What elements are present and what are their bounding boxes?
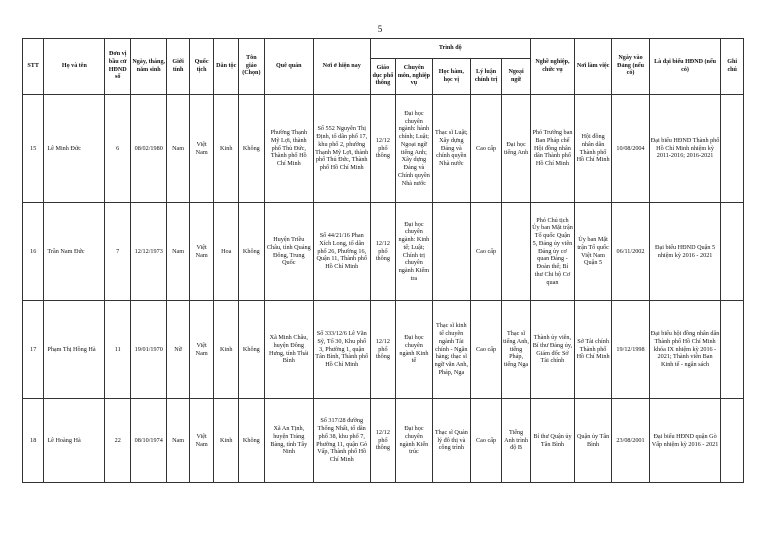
cell-noi-lam-viec: Hội đồng nhân dân Thành phố Hồ Chí Minh (574, 95, 611, 203)
cell-quoc-tich: Việt Nam (189, 203, 214, 301)
cell-ghi-chu (721, 301, 744, 399)
cell-que-quan: Huyện Triều Châu, tỉnh Quảng Đông, Trung Quốc (264, 203, 313, 301)
cell-ngoai-ngu (502, 203, 531, 301)
table-row (23, 301, 744, 399)
cell-ghi-chu (721, 95, 744, 203)
cell-ly-luan: Cao cấp (471, 399, 502, 483)
table-row (23, 95, 744, 203)
cell-don-vi: 11 (105, 301, 131, 399)
cell-hoc-ham: Thạc sĩ Luật; Xây dựng Đảng và chính quyền Nhà nước (432, 95, 471, 203)
cell-gioi-tinh: Nam (167, 399, 189, 483)
cell-nghe-nghiep: Phó Chủ tịch Ủy ban Mặt trận Tổ quốc Quận 5, Đảng ủy viên Đảng ủy cơ quan Đảng - Đoàn thể; Bí thư Chi bộ Cơ quan (531, 203, 575, 301)
cell-stt: 16 (23, 203, 44, 301)
cell-don-vi: 6 (105, 95, 131, 203)
cell-gdpt: 12/12 phổ thông (370, 301, 396, 399)
col-gioi-tinh: Giới tính (167, 39, 189, 95)
cell-nghe-nghiep: Thành ủy viên, Bí thư Đảng ủy, Giám đốc Sở Tài chính (531, 301, 575, 399)
cell-ly-luan: Cao cấp (471, 301, 502, 399)
cell-dan-toc: Hoa (214, 203, 239, 301)
cell-dai-bieu: Đại biểu hội đồng nhân dân Thành phố Hồ Chí Minh khóa IX nhiệm kỳ 2016 - 2021; Thành viên Ban Kinh tế - ngân sách (649, 301, 721, 399)
cell-chuyen-mon: Đại học chuyên ngành Kiến trúc (396, 399, 432, 483)
col-stt: STT (23, 39, 44, 95)
col-noi-lam-viec: Nơi làm việc (574, 39, 611, 95)
cell-ngoai-ngu: Tiếng Anh trình độ B (502, 399, 531, 483)
col-que-quan: Quê quán (264, 39, 313, 95)
col-ngay-sinh: Ngày, tháng, năm sinh (131, 39, 167, 95)
col-ho-ten: Họ và tên (44, 39, 105, 95)
cell-noi-lam-viec: Ủy ban Mặt trận Tổ quốc Việt Nam Quận 5 (574, 203, 611, 301)
cell-quoc-tich: Việt Nam (189, 301, 214, 399)
cell-gioi-tinh: Nam (167, 95, 189, 203)
cell-ngay-vao-dang: 23/08/2001 (612, 399, 649, 483)
col-ngay-vao-dang: Ngày vào Đảng (nếu có) (612, 39, 649, 95)
col-hoc-ham: Học hàm, học vị (432, 59, 471, 95)
cell-que-quan: Phường Thạnh Mỹ Lợi, thành phố Thủ Đức, Thành phố Hồ Chí Minh (264, 95, 313, 203)
cell-que-quan: Xã An Tịnh, huyện Trảng Bàng, tỉnh Tây Ninh (264, 399, 313, 483)
cell-gdpt: 12/12 phổ thông (370, 399, 396, 483)
cell-noi-lam-viec: Sở Tài chính Thành phố Hồ Chí Minh (574, 301, 611, 399)
col-dai-bieu: Là đại biểu HĐND (nếu có) (649, 39, 721, 95)
col-ton-giao: Tôn giáo (Chọn) (239, 39, 265, 95)
cell-ngay-sinh: 08/02/1980 (131, 95, 167, 203)
cell-dai-bieu: Đại biểu HĐND Thành phố Hồ Chí Minh nhiệm kỳ 2011-2016; 2016-2021 (649, 95, 721, 203)
cell-hoc-ham: Thạc sĩ kinh tế chuyên ngành Tài chính - Ngân hàng; thạc sĩ ngữ văn Anh, Pháp, Nga (432, 301, 471, 399)
cell-ho-ten: Phạm Thị Hồng Hà (44, 301, 105, 399)
cell-gioi-tinh: Nữ (167, 301, 189, 399)
page-number: 5 (377, 24, 383, 34)
cell-gioi-tinh: Nam (167, 203, 189, 301)
cell-ton-giao: Không (239, 301, 265, 399)
cell-ho-ten: Lê Hoàng Hà (44, 399, 105, 483)
col-don-vi: Đơn vị bầu cử HĐND số (105, 39, 131, 95)
cell-gdpt: 12/12 phổ thông (370, 203, 396, 301)
cell-noi-o: Số 333/12/6 Lê Văn Sỹ, Tổ 30, Khu phố 3, Phường 1, quận Tân Bình, Thành phố Hồ Chí Minh (313, 301, 370, 399)
col-nghe-nghiep: Nghề nghiệp, chức vụ (531, 39, 575, 95)
cell-don-vi: 22 (105, 399, 131, 483)
cell-noi-o: Số 317/28 đường Thống Nhất, tổ dân phố 38, khu phố 7, Phường 11, quận Gò Vấp, Thành phố Hồ Chí Minh (313, 399, 370, 483)
cell-ghi-chu (721, 399, 744, 483)
col-noi-o: Nơi ở hiện nay (313, 39, 370, 95)
cell-chuyen-mon: Đại học chuyên ngành: hành chính; Luật; Ngoại ngữ tiếng Anh; Xây dựng Đảng và Chính quyền Nhà nước (396, 95, 432, 203)
cell-dai-bieu: Đại biểu HĐND quận Gò Vấp nhiệm kỳ 2016 - 2021 (649, 399, 721, 483)
col-chuyen-mon: Chuyên môn, nghiệp vụ (396, 59, 432, 95)
cell-stt: 18 (23, 399, 44, 483)
cell-don-vi: 7 (105, 203, 131, 301)
cell-ton-giao: Không (239, 95, 265, 203)
cell-dan-toc: Kinh (214, 301, 239, 399)
header-row (23, 39, 744, 59)
cell-nghe-nghiep: Bí thư Quận ủy Tân Bình (531, 399, 575, 483)
candidate-table (22, 38, 744, 483)
cell-ngay-sinh: 12/12/1973 (131, 203, 167, 301)
cell-quoc-tich: Việt Nam (189, 95, 214, 203)
col-quoc-tich: Quốc tịch (189, 39, 214, 95)
cell-ngoai-ngu: Thạc sĩ tiếng Anh, tiếng Pháp, tiếng Nga (502, 301, 531, 399)
cell-noi-lam-viec: Quận ủy Tân Bình (574, 399, 611, 483)
cell-que-quan: Xã Minh Châu, huyện Đông Hưng, tỉnh Thái Bình (264, 301, 313, 399)
cell-stt: 17 (23, 301, 44, 399)
cell-stt: 15 (23, 95, 44, 203)
col-ly-luan: Lý luận chính trị (471, 59, 502, 95)
cell-gdpt: 12/12 phổ thông (370, 95, 396, 203)
cell-hoc-ham: Thạc sĩ Quản lý đô thị và công trình (432, 399, 471, 483)
cell-dai-bieu: Đại biểu HĐND Quận 5 nhiệm kỳ 2016 - 2021 (649, 203, 721, 301)
col-ghi-chu: Ghi chú (721, 39, 744, 95)
cell-dan-toc: Kinh (214, 399, 239, 483)
cell-dan-toc: Kinh (214, 95, 239, 203)
cell-ngay-vao-dang: 06/11/2002 (612, 203, 649, 301)
cell-chuyen-mon: Đại học chuyên ngành: Kinh tế; Luật; Chính trị chuyên ngành Kiểm tra (396, 203, 432, 301)
cell-ly-luan: Cao cấp (471, 95, 502, 203)
cell-ngay-vao-dang: 10/08/2004 (612, 95, 649, 203)
cell-chuyen-mon: Đại học chuyên ngành Kinh tế (396, 301, 432, 399)
cell-ngay-vao-dang: 19/12/1998 (612, 301, 649, 399)
cell-ton-giao: Không (239, 203, 265, 301)
cell-quoc-tich: Việt Nam (189, 399, 214, 483)
cell-ngoai-ngu: Đại học tiếng Anh (502, 95, 531, 203)
col-gdpt: Giáo dục phổ thông (370, 59, 396, 95)
col-trinh-do: Trình độ (370, 39, 530, 59)
col-dan-toc: Dân tộc (214, 39, 239, 95)
cell-ho-ten: Trần Nam Đức (44, 203, 105, 301)
table-row (23, 203, 744, 301)
cell-ngay-sinh: 19/01/1970 (131, 301, 167, 399)
cell-noi-o: Số 44/21/16 Phan Xích Long, tổ dân phố 26, Phường 16, Quận 11, Thành phố Hồ Chí Minh (313, 203, 370, 301)
cell-ly-luan: Cao cấp (471, 203, 502, 301)
cell-hoc-ham (432, 203, 471, 301)
cell-ho-ten: Lê Minh Đức (44, 95, 105, 203)
cell-ngay-sinh: 08/10/1974 (131, 399, 167, 483)
table-row (23, 399, 744, 483)
col-ngoai-ngu: Ngoại ngữ (502, 59, 531, 95)
cell-ghi-chu (721, 203, 744, 301)
cell-noi-o: Số 552 Nguyễn Thị Định, tổ dân phố 17, khu phố 2, phường Thạnh Mỹ Lợi, thành phố Thủ Đức, Thành phố Hồ Chí Minh (313, 95, 370, 203)
cell-ton-giao: Không (239, 399, 265, 483)
cell-nghe-nghiep: Phó Trưởng ban Ban Pháp chế Hội đồng nhân dân Thành phố Hồ Chí Minh (531, 95, 575, 203)
